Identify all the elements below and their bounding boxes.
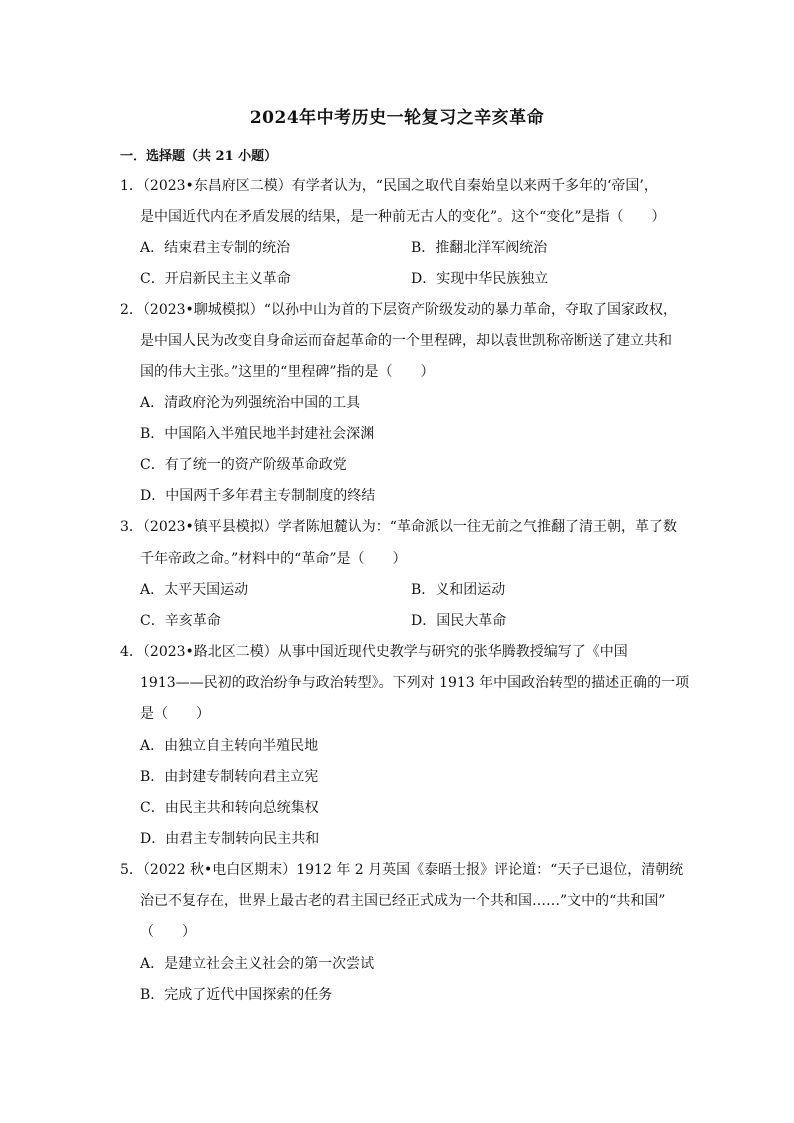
question-3-option-a: A．太平天国运动 [140, 582, 249, 598]
question-1-option-b: B．推翻北洋军阀统治 [411, 240, 548, 256]
question-1-stem-line-2: 是中国近代内在矛盾发展的结果，是一种前无古人的变化”。这个“变化”是指（ ） [140, 209, 666, 225]
question-2-option-a: A．清政府沦为列强统治中国的工具 [140, 395, 361, 411]
question-2-option-c: C．有了统一的资产阶级革命政党 [140, 457, 347, 473]
question-1-option-a: A．结束君主专制的统治 [140, 240, 291, 256]
question-4-stem-line-3: 是（ ） [140, 706, 210, 722]
question-2-stem-line-3: 国的伟大主张。”这里的“里程碑”指的是（ ） [140, 364, 435, 380]
question-3-stem-line-2: 千年帝政之命。”材料中的“革命”是（ ） [140, 551, 407, 567]
question-2-stem-line-2: 是中国人民为改变自身命运而奋起革命的一个里程碑，却以袁世凯称帝断送了建立共和 [140, 333, 672, 349]
question-3-option-d: D．国民大革命 [411, 613, 507, 629]
question-5-stem-line-1: 5．（2022 秋•电白区期末）1912 年 2 月英国《泰晤士报》评论道：“天子已退位，清朝统 [120, 862, 684, 878]
question-5-stem-line-2: 治已不复存在，世界上最古老的君主国已经正式成为一个共和国……”文中的“共和国” [140, 893, 666, 909]
question-4-option-d: D．由君主专制转向民主共和 [140, 831, 320, 847]
question-5-option-a: A．是建立社会主义社会的第一次尝试 [140, 956, 375, 972]
question-3-option-c: C．辛亥革命 [140, 613, 221, 629]
question-5-option-b: B．完成了近代中国探索的任务 [140, 987, 333, 1003]
question-1-option-d: D．实现中华民族独立 [411, 271, 549, 287]
question-4-option-a: A．由独立自主转向半殖民地 [140, 738, 319, 754]
question-3-option-b: B．义和团运动 [411, 582, 506, 598]
question-3-stem-line-1: 3．（2023•镇平县模拟）学者陈旭麓认为：“革命派以一往无前之气推翻了清王朝，革了数 [120, 519, 677, 535]
question-4-option-c: C．由民主共和转向总统集权 [140, 800, 319, 816]
section-heading: 一．选择题（共 21 小题） [120, 149, 278, 164]
question-1-stem-line-1: 1．（2023•东昌府区二模）有学者认为，“民国之取代自秦始皇以来两千多年的‘帝国’， [120, 178, 658, 194]
page-title: 2024年中考历史一轮复习之辛亥革命 [249, 108, 545, 128]
question-2-option-d: D．中国两千多年君主专制制度的终结 [140, 488, 376, 504]
question-4-stem-line-1: 4．（2023•路北区二模）从事中国近现代史教学与研究的张华腾教授编写了《中国 [120, 644, 628, 660]
question-1-option-c: C．开启新民主主义革命 [140, 271, 291, 287]
question-5-stem-line-3: （ ） [140, 924, 196, 940]
question-4-option-b: B．由封建专制转向君主立宪 [140, 769, 319, 785]
question-4-stem-line-2: 1913——民初的政治纷争与政治转型》。下列对 1913 年中国政治转型的描述正确的一项 [140, 675, 690, 691]
question-2-stem-line-1: 2．（2023•聊城模拟）“以孙中山为首的下层资产阶级发动的暴力革命，夺取了国家政权， [120, 302, 677, 318]
question-2-option-b: B．中国陷入半殖民地半封建社会深渊 [140, 426, 375, 442]
